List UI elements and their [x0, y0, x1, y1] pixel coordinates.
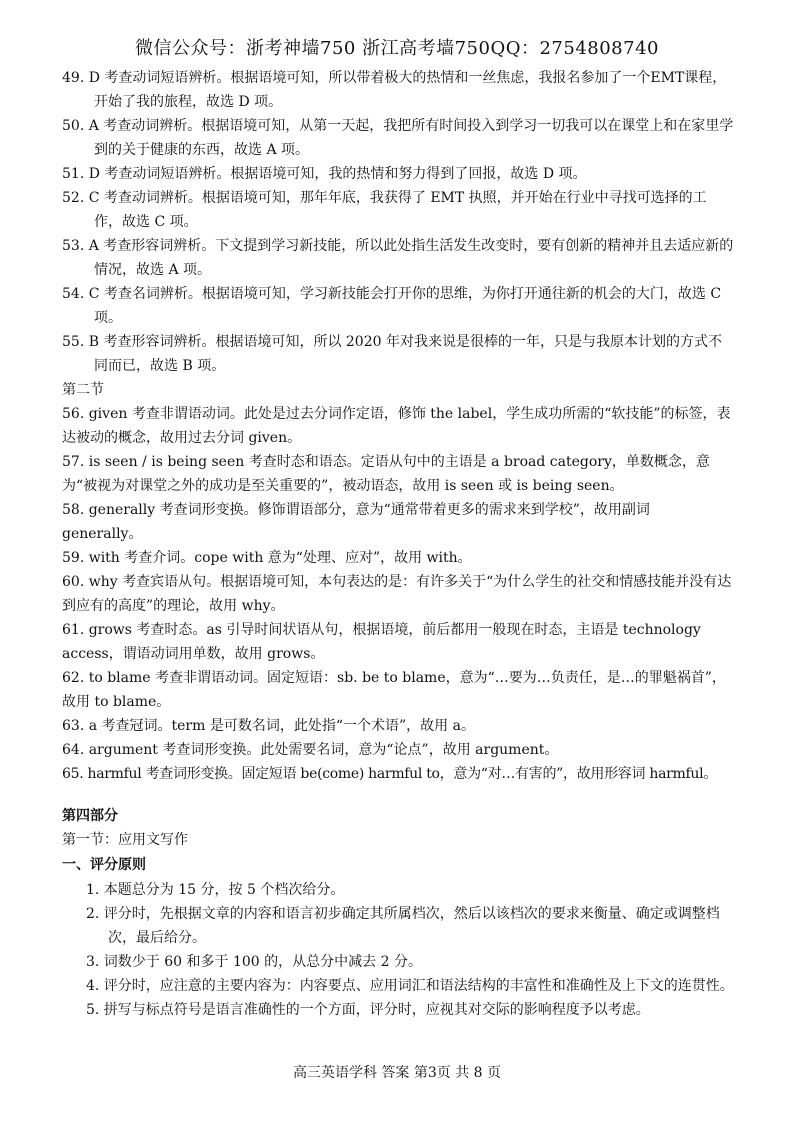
answer-58: 58. generally 考查词形变换。修饰谓语部分，意为“通常带着更多的需求来到学校”，故用副词 generally。 — [62, 502, 650, 542]
section-two-title: 第二节 — [62, 382, 104, 398]
answer-54: 54. C 考查名词辨析。根据语境可知，学习新技能会打开你的思维，为你打开通往新的机会的大门，故选 C 项。 — [62, 286, 722, 326]
answer-50: 50. A 考查动词辨析。根据语境可知，从第一天起，我把所有时间投入到学习一切我可以在课堂上和在家里学到的关于健康的东西，故选 A 项。 — [62, 118, 734, 158]
answer-49: 49. D 考查动词短语辨析。根据语境可知，所以带着极大的热情和一丝焦虑，我报名参加了一个EMT课程，开始了我的旅程，故选 D 项。 — [62, 70, 727, 110]
answer-51: 51. D 考查动词短语辨析。根据语境可知，我的热情和努力得到了回报，故选 D 项。 — [62, 166, 587, 182]
document-body — [62, 66, 734, 1022]
scoring-heading: 一、评分原则 — [62, 857, 146, 873]
answer-59: 59. with 考查介词。cope with 意为“处理、应对”，故用 with。 — [62, 550, 472, 566]
spacer — [62, 786, 734, 804]
answer-64: 64. argument 考查词形变换。此处需要名词，意为“论点”，故用 argument。 — [62, 742, 559, 758]
section-one-title: 第一节：应用文写作 — [62, 832, 188, 848]
rule-item: 4. 评分时，应注意的主要内容为：内容要点、应用词汇和语法结构的丰富性和准确性及上下文的连贯性。 — [86, 978, 734, 994]
answer-63: 63. a 考查冠词。term 是可数名词，此处指“一个术语”，故用 a。 — [62, 718, 475, 734]
answer-56: 56. given 考查非谓语动词。此处是过去分词作定语，修饰 the label，学生成功所需的“软技能”的标签，表达被动的概念，故用过去分词 given。 — [62, 406, 731, 446]
rule-item: 5. 拼写与标点符号是语言准确性的一个方面，评分时，应视其对交际的影响程度予以考虑。 — [86, 1002, 650, 1018]
answer-62: 62. to blame 考查非谓语动词。固定短语：sb. be to blame，意为“…要为…负责任，是…的罪魁祸首”，故用 to blame。 — [62, 670, 726, 710]
answer-57: 57. is seen / is being seen 考查时态和语态。定语从句中的主语是 a broad category，单数概念，意为“被视为对课堂之外的成功是至关重要的”，被动语态，故用 is seen 或 is being seen。 — [62, 454, 710, 494]
rule-item: 2. 评分时，先根据文章的内容和语言初步确定其所属档次，然后以该档次的要求来衡量、确定或调整档次，最后给分。 — [86, 906, 720, 946]
part-four-title: 第四部分 — [62, 808, 118, 824]
page-header: 微信公众号：浙考神墙750 浙江高考墙750QQ：2754808740 — [135, 38, 659, 59]
answer-61: 61. grows 考查时态。as 引导时间状语从句，根据语境，前后都用一般现在时态，主语是 technology access，谓语动词用单数，故用 grows。 — [62, 622, 701, 662]
rule-item: 3. 词数少于 60 和多于 100 的，从总分中减去 2 分。 — [86, 954, 422, 970]
answer-55: 55. B 考查形容词辨析。根据语境可知，所以 2020 年对我来说是很棒的一年，只是与我原本计划的方式不同而已，故选 B 项。 — [62, 334, 722, 374]
rule-item: 1. 本题总分为 15 分，按 5 个档次给分。 — [86, 882, 345, 898]
page-footer: 高三英语学科 答案 第3页 共 8 页 — [292, 1065, 502, 1081]
answer-53: 53. A 考查形容词辨析。下文提到学习新技能，所以此处指生活发生改变时，要有创新的精神并且去适应新的情况，故选 A 项。 — [62, 238, 734, 278]
answer-65: 65. harmful 考查词形变换。固定短语 be(come) harmful to，意为“对…有害的”，故用形容词 harmful。 — [62, 766, 717, 782]
answer-60: 60. why 考查宾语从句。根据语境可知，本句表达的是：有许多关于“为什么学生的社交和情感技能并没有达到应有的高度”的理论，故用 why。 — [62, 574, 732, 614]
answer-52: 52. C 考查动词辨析。根据语境可知，那年年底，我获得了 EMT 执照，并开始在行业中寻找可选择的工作，故选 C 项。 — [62, 190, 707, 230]
